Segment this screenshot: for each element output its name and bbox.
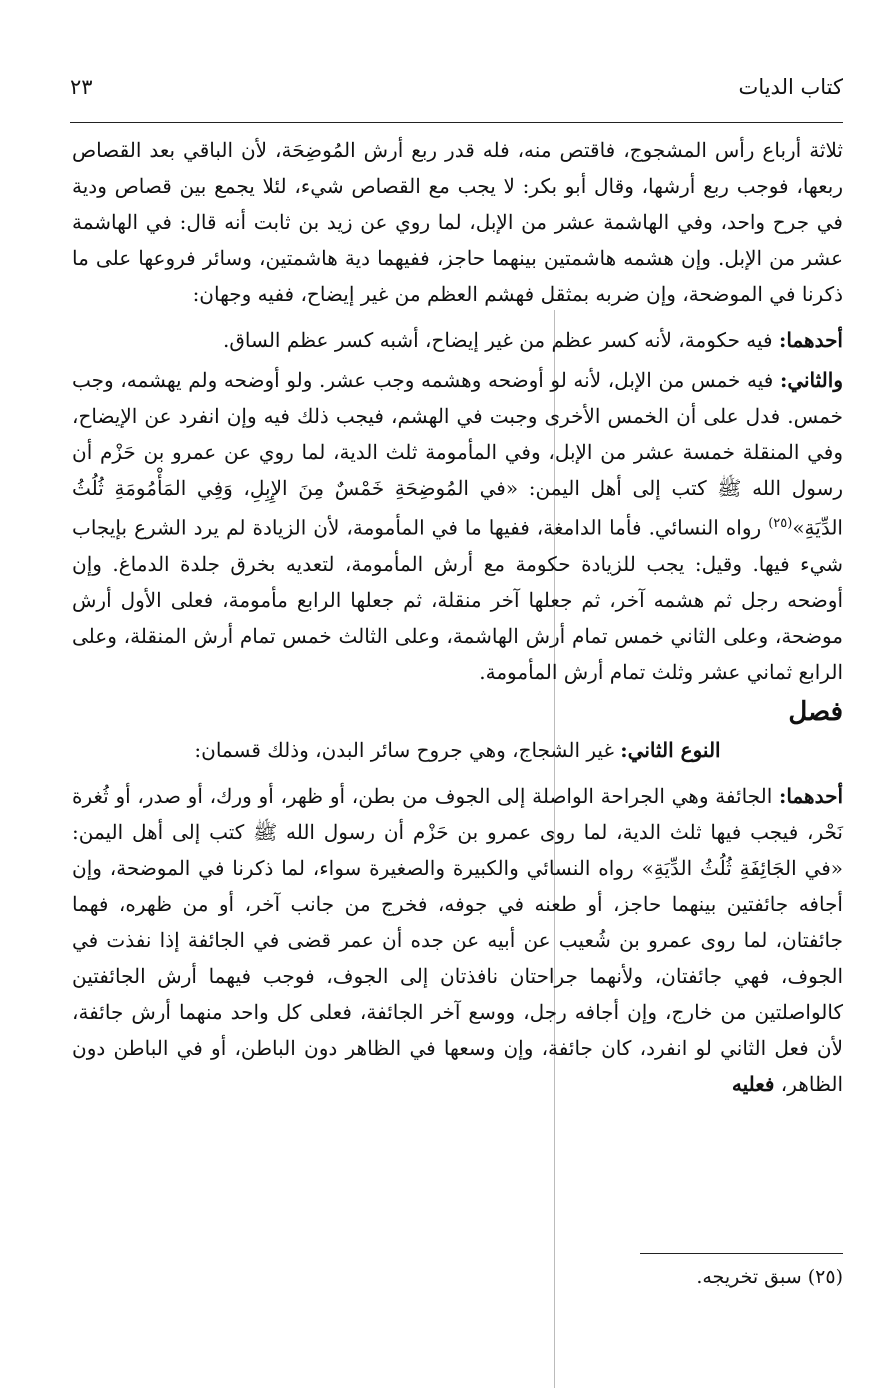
first-kind-paragraph <box>72 778 843 1102</box>
option-one <box>72 322 843 358</box>
section-heading: فصل <box>788 696 843 727</box>
type-two-label: النوع الثاني: <box>620 737 721 762</box>
footnote <box>696 1266 843 1288</box>
type-two-text: غير الشجاج، وهي جروح سائر البدن، وذلك قسمان: <box>194 737 614 762</box>
header-rule <box>70 122 843 123</box>
option-two-text-continued: رواه النسائي. فأما الدامغة، ففيها ما في المأمومة، لأن الزيادة لم يرد الشرع بإيجاب شيء فيها. وقيل: يجب للزيادة حكومة مع أرش المأمومة، لتعديه بخرق جلدة الدماغ. وإن أوضحه رجل ثم هشمه آخر، ثم جعلها آخر منقلة، ثم جعلها الرابع مأمومة، فعلى الأول أرش موضحة، وعلى الثاني خمس تمام أرش الهاشمة، وعلى الثالث خمس تمام أرش المنقلة، وعلى الرابع ثماني عشر وثلث تمام أرش المأمومة. <box>72 515 843 684</box>
footnote-marker: (٢٥) <box>807 1266 843 1288</box>
option-one-label: أحدهما: <box>778 328 843 352</box>
footnote-rule <box>640 1253 843 1254</box>
option-two-label: والثاني: <box>779 368 843 392</box>
type-two-paragraph <box>72 732 843 768</box>
opening-paragraph: ثلاثة أرباع رأس المشجوج، فاقتص منه، فله قدر ربع أرش المُوضِحَة، لأن الباقي بعد القصاص ربعها، فوجب ربع أرشها، وقال أبو بكر: لا يجب مع القصاص شيء، لئلا يجمع بين قصاص ودية في جرح واحد، وفي الهاشمة عشر من الإبل، لما روي عن زيد بن ثابت أنه قال: في الهاشمة عشر من الإبل. وإن هشمه هاشمتين بينهما حاجز، ففيهما دية هاشمتين، وسائر فروعها على ما ذكرنا في الموضحة، وإن ضربه بمثقل فهشم العظم من غير إيضاح، ففيه وجهان: <box>72 138 843 306</box>
option-one-text: فيه حكومة، لأنه كسر عظم من غير إيضاح، أشبه كسر عظم الساق. <box>223 328 773 352</box>
page-number: ٢٣ <box>70 75 93 99</box>
page-header <box>70 64 843 110</box>
option-two-text: فيه خمس من الإبل، لأنه لو أوضحه وهشمه وجب عشر. ولو أوضحه ولم يهشمه، وجب خمس. فدل على أن الخمس الأخرى وجبت في الهشم، فيجب ذلك فيه وإن انفرد عن الإيضاح، وفي المنقلة خمسة عشر من الإبل، وفي المأمومة ثلث الدية، لما روي عن عمرو بن حَزْم أن رسول الله ﷺ كتب إلى أهل اليمن: «في المُوضِحَةِ خَمْسٌ مِنَ الإِبِلِ، وَفِي المَأْمُومَةِ ثُلُثُ الدِّيَةِ» <box>72 368 843 540</box>
first-kind-label: أحدهما: <box>779 783 844 808</box>
running-title: كتاب الديات <box>738 75 843 99</box>
first-kind-tail: فعليه <box>731 1071 775 1096</box>
footnote-text: سبق تخريجه. <box>696 1266 802 1288</box>
footnote-ref[interactable]: (٢٥) <box>768 516 793 531</box>
first-kind-text: الجائفة وهي الجراحة الواصلة إلى الجوف من بطن، أو ظهر، أو ورك، أو صدر، أو ثُغرة نَحْر، فيجب فيها ثلث الدية، لما روى عمرو بن حَزْم أن رسول الله ﷺ كتب إلى أهل اليمن: «في الجَائِفَةِ ثُلُثُ الدِّيَةِ» رواه النسائي والكبيرة والصغيرة سواء، لما ذكرنا في الموضحة، وإن أجافه جائفتين بينهما حاجز، أو طعنه في جوفه، فخرج من جانب آخر، أو من ظهره، فهما جائفتان، لما روى عمرو بن شُعيب عن أبيه عن جده أن عمر قضى في الجائفة إذا نفذت في الجوف، فهي جائفتان، ولأنهما جراحتان نافذتان إلى الجوف، فوجب فيهما أرش الجائفتين كالواصلتين من خارج، وإن أجافه رجل، ووسع آخر الجائفة، فعلى كل واحد منهما أرش جائفة، لأن فعل الثاني لو انفرد، كان جائفة، وإن وسعها في الظاهر دون الباطن، أو في الباطن دون الظاهر، <box>72 783 844 1096</box>
option-two <box>72 362 843 690</box>
main-text <box>72 132 843 1106</box>
